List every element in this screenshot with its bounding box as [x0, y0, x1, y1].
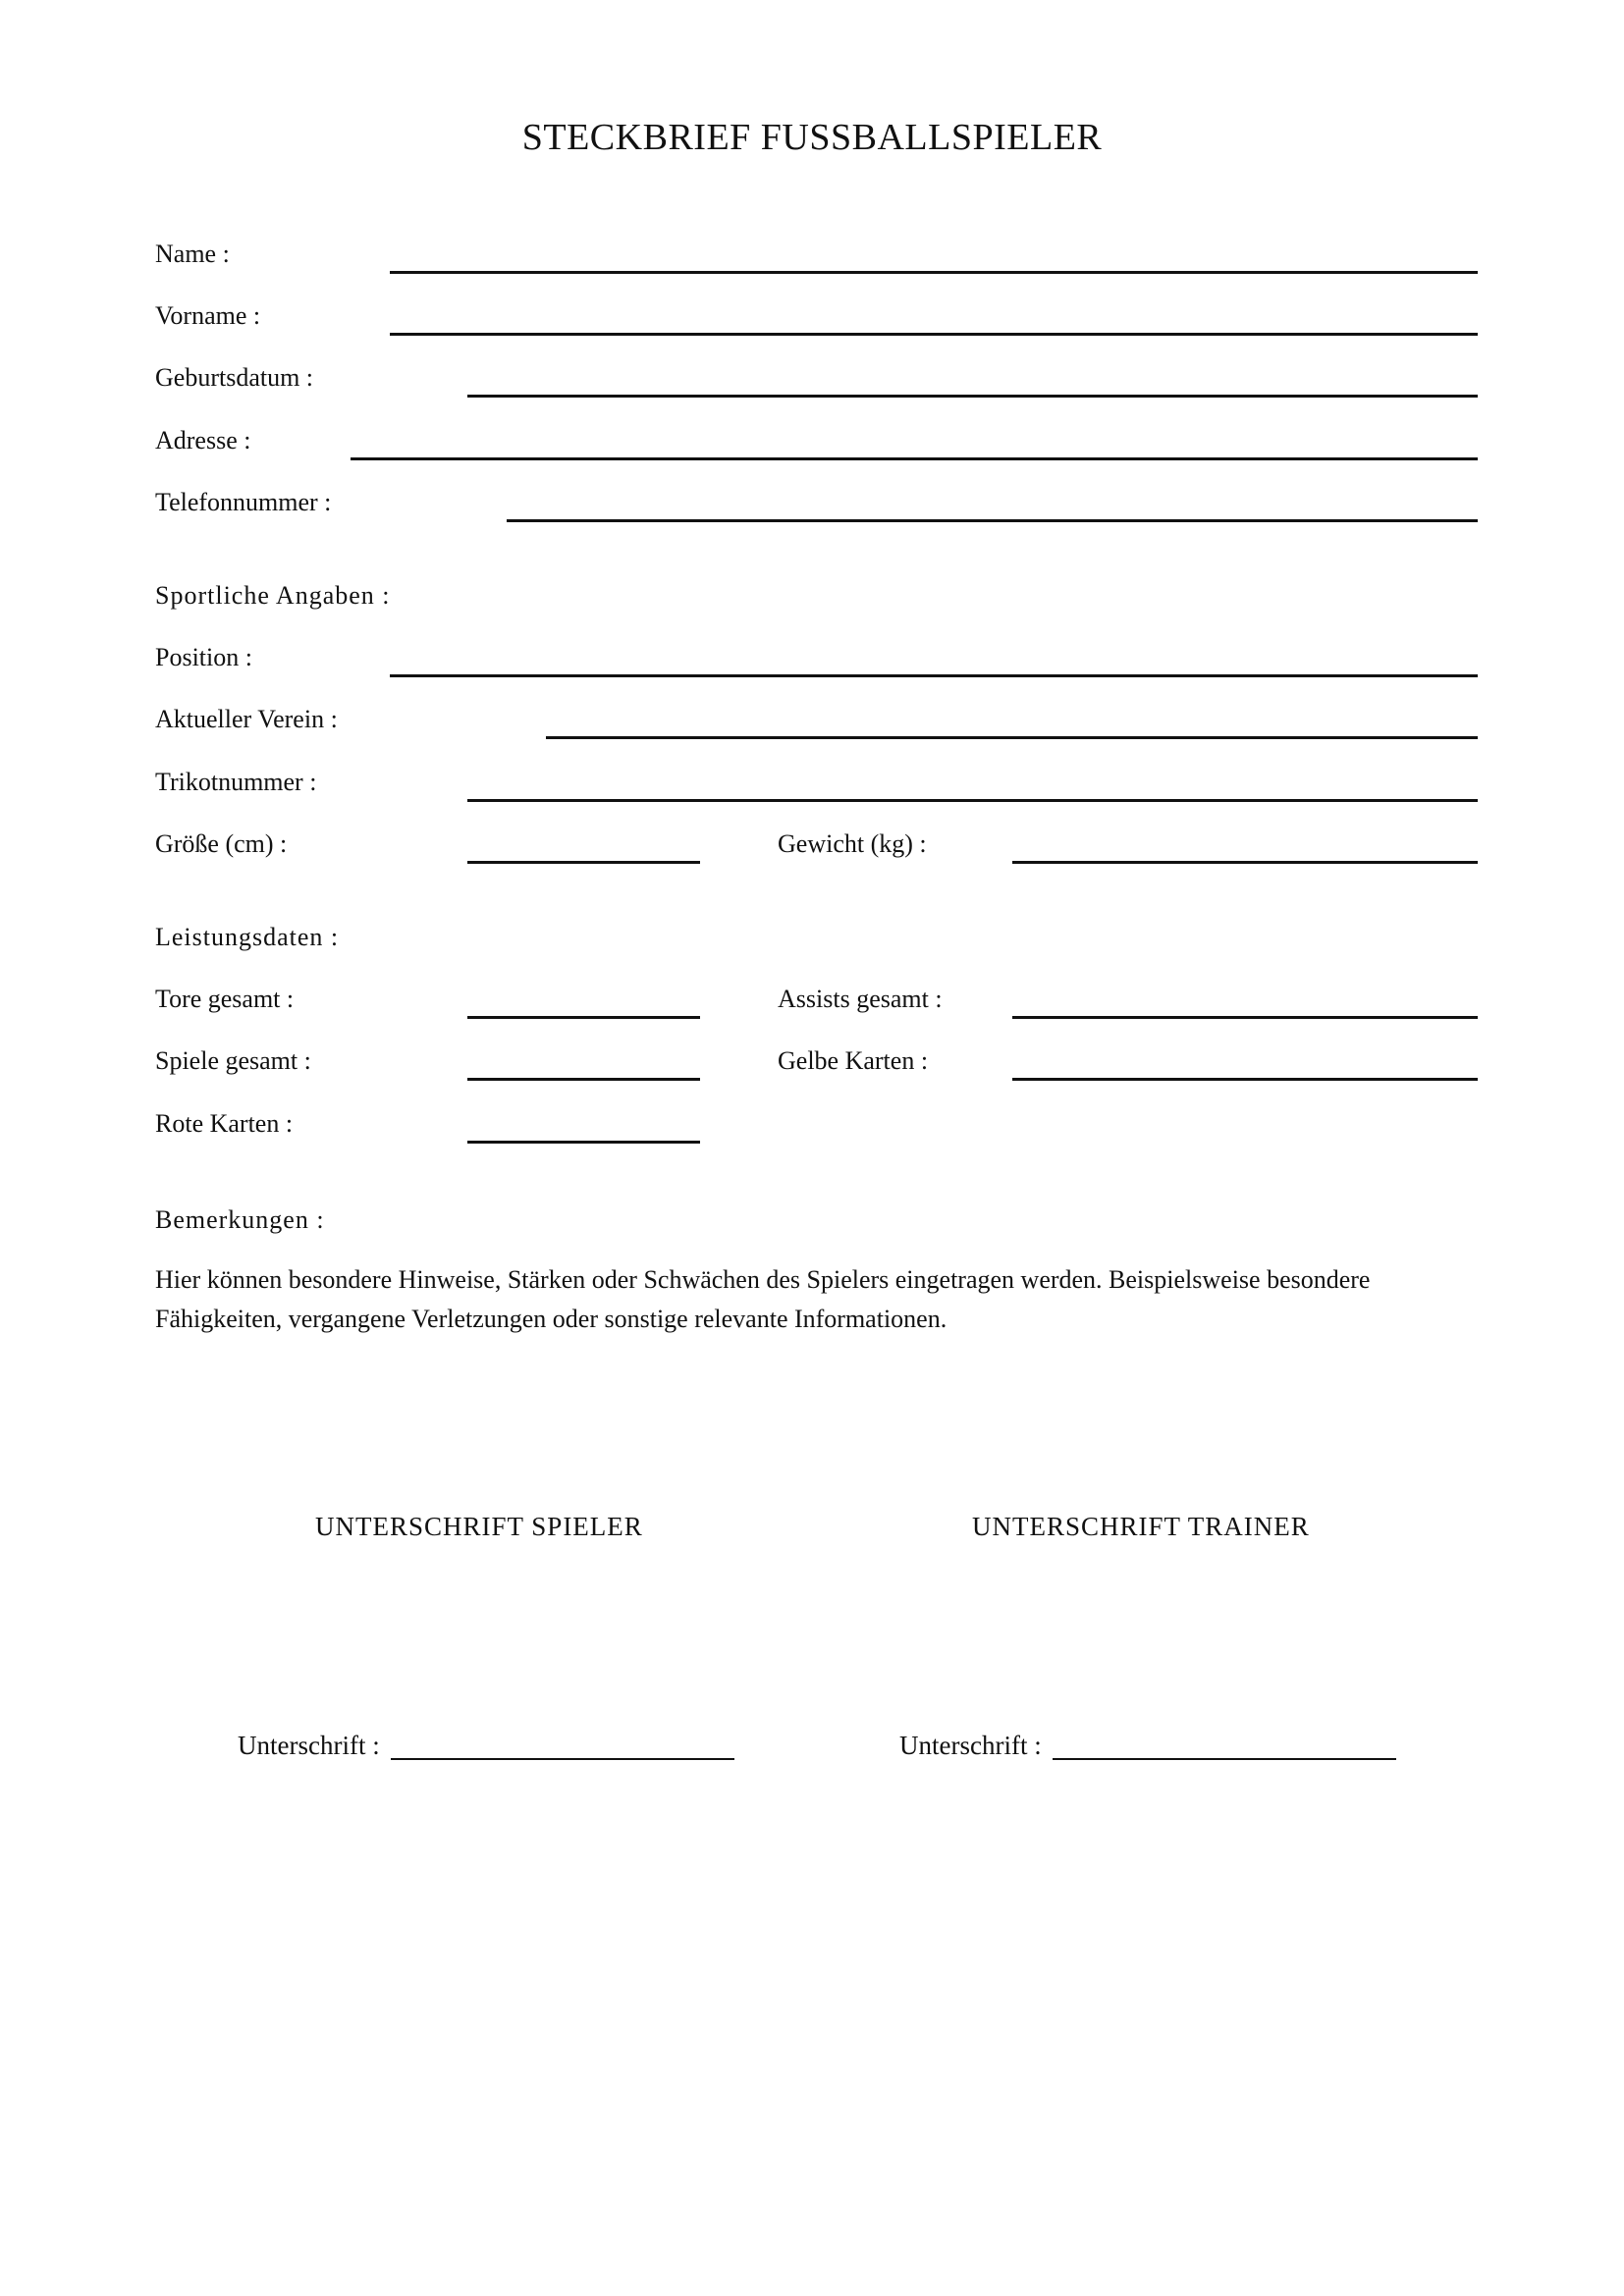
player-signature-label: Unterschrift : — [238, 1731, 380, 1760]
adresse-label: Adresse : — [155, 426, 251, 454]
position-label: Position : — [155, 643, 252, 671]
telefonnummer-label: Telefonnummer : — [155, 488, 332, 516]
assists-field[interactable] — [1012, 1016, 1478, 1019]
trainer-signature-label: Unterschrift : — [899, 1731, 1042, 1760]
trainer-signature-field[interactable] — [1053, 1758, 1396, 1760]
groesse-field[interactable] — [467, 861, 700, 864]
adresse-field[interactable] — [351, 457, 1478, 460]
gelbe-karten-label: Gelbe Karten : — [778, 1046, 929, 1075]
player-signature-field[interactable] — [391, 1758, 734, 1760]
spiele-label: Spiele gesamt : — [155, 1046, 311, 1075]
vorname-label: Vorname : — [155, 301, 261, 330]
gewicht-field[interactable] — [1012, 861, 1478, 864]
remarks-heading: Bemerkungen : — [155, 1205, 325, 1234]
trikotnummer-field[interactable] — [467, 799, 1478, 802]
gewicht-label: Gewicht (kg) : — [778, 829, 927, 858]
name-label: Name : — [155, 240, 230, 268]
tore-field[interactable] — [467, 1016, 700, 1019]
remarks-text: Hier können besondere Hinweise, Stärken oder Schwächen des Spielers eingetragen werden. Beispielsweise besondere Fähigkeiten, vergangene Verletzungen oder sonstige relevante Informationen. — [155, 1265, 1371, 1333]
verein-field[interactable] — [546, 736, 1478, 739]
verein-label: Aktueller Verein : — [155, 705, 338, 733]
rote-karten-field[interactable] — [467, 1141, 700, 1144]
name-field[interactable] — [390, 271, 1478, 274]
vorname-field[interactable] — [390, 333, 1478, 336]
trikotnummer-label: Trikotnummer : — [155, 768, 317, 796]
tore-label: Tore gesamt : — [155, 985, 295, 1013]
position-field[interactable] — [390, 674, 1478, 677]
trainer-signature-heading: UNTERSCHRIFT TRAINER — [972, 1512, 1310, 1541]
rote-karten-label: Rote Karten : — [155, 1109, 294, 1138]
assists-label: Assists gesamt : — [778, 985, 943, 1013]
sport-section-heading: Sportliche Angaben : — [155, 581, 391, 610]
spiele-field[interactable] — [467, 1078, 700, 1081]
player-signature-heading: UNTERSCHRIFT SPIELER — [315, 1512, 643, 1541]
geburtsdatum-label: Geburtsdatum : — [155, 363, 314, 392]
groesse-label: Größe (cm) : — [155, 829, 288, 858]
telefonnummer-field[interactable] — [507, 519, 1478, 522]
geburtsdatum-field[interactable] — [467, 395, 1478, 398]
gelbe-karten-field[interactable] — [1012, 1078, 1478, 1081]
performance-section-heading: Leistungsdaten : — [155, 923, 340, 951]
document-title: STECKBRIEF FUSSBALLSPIELER — [521, 117, 1103, 158]
